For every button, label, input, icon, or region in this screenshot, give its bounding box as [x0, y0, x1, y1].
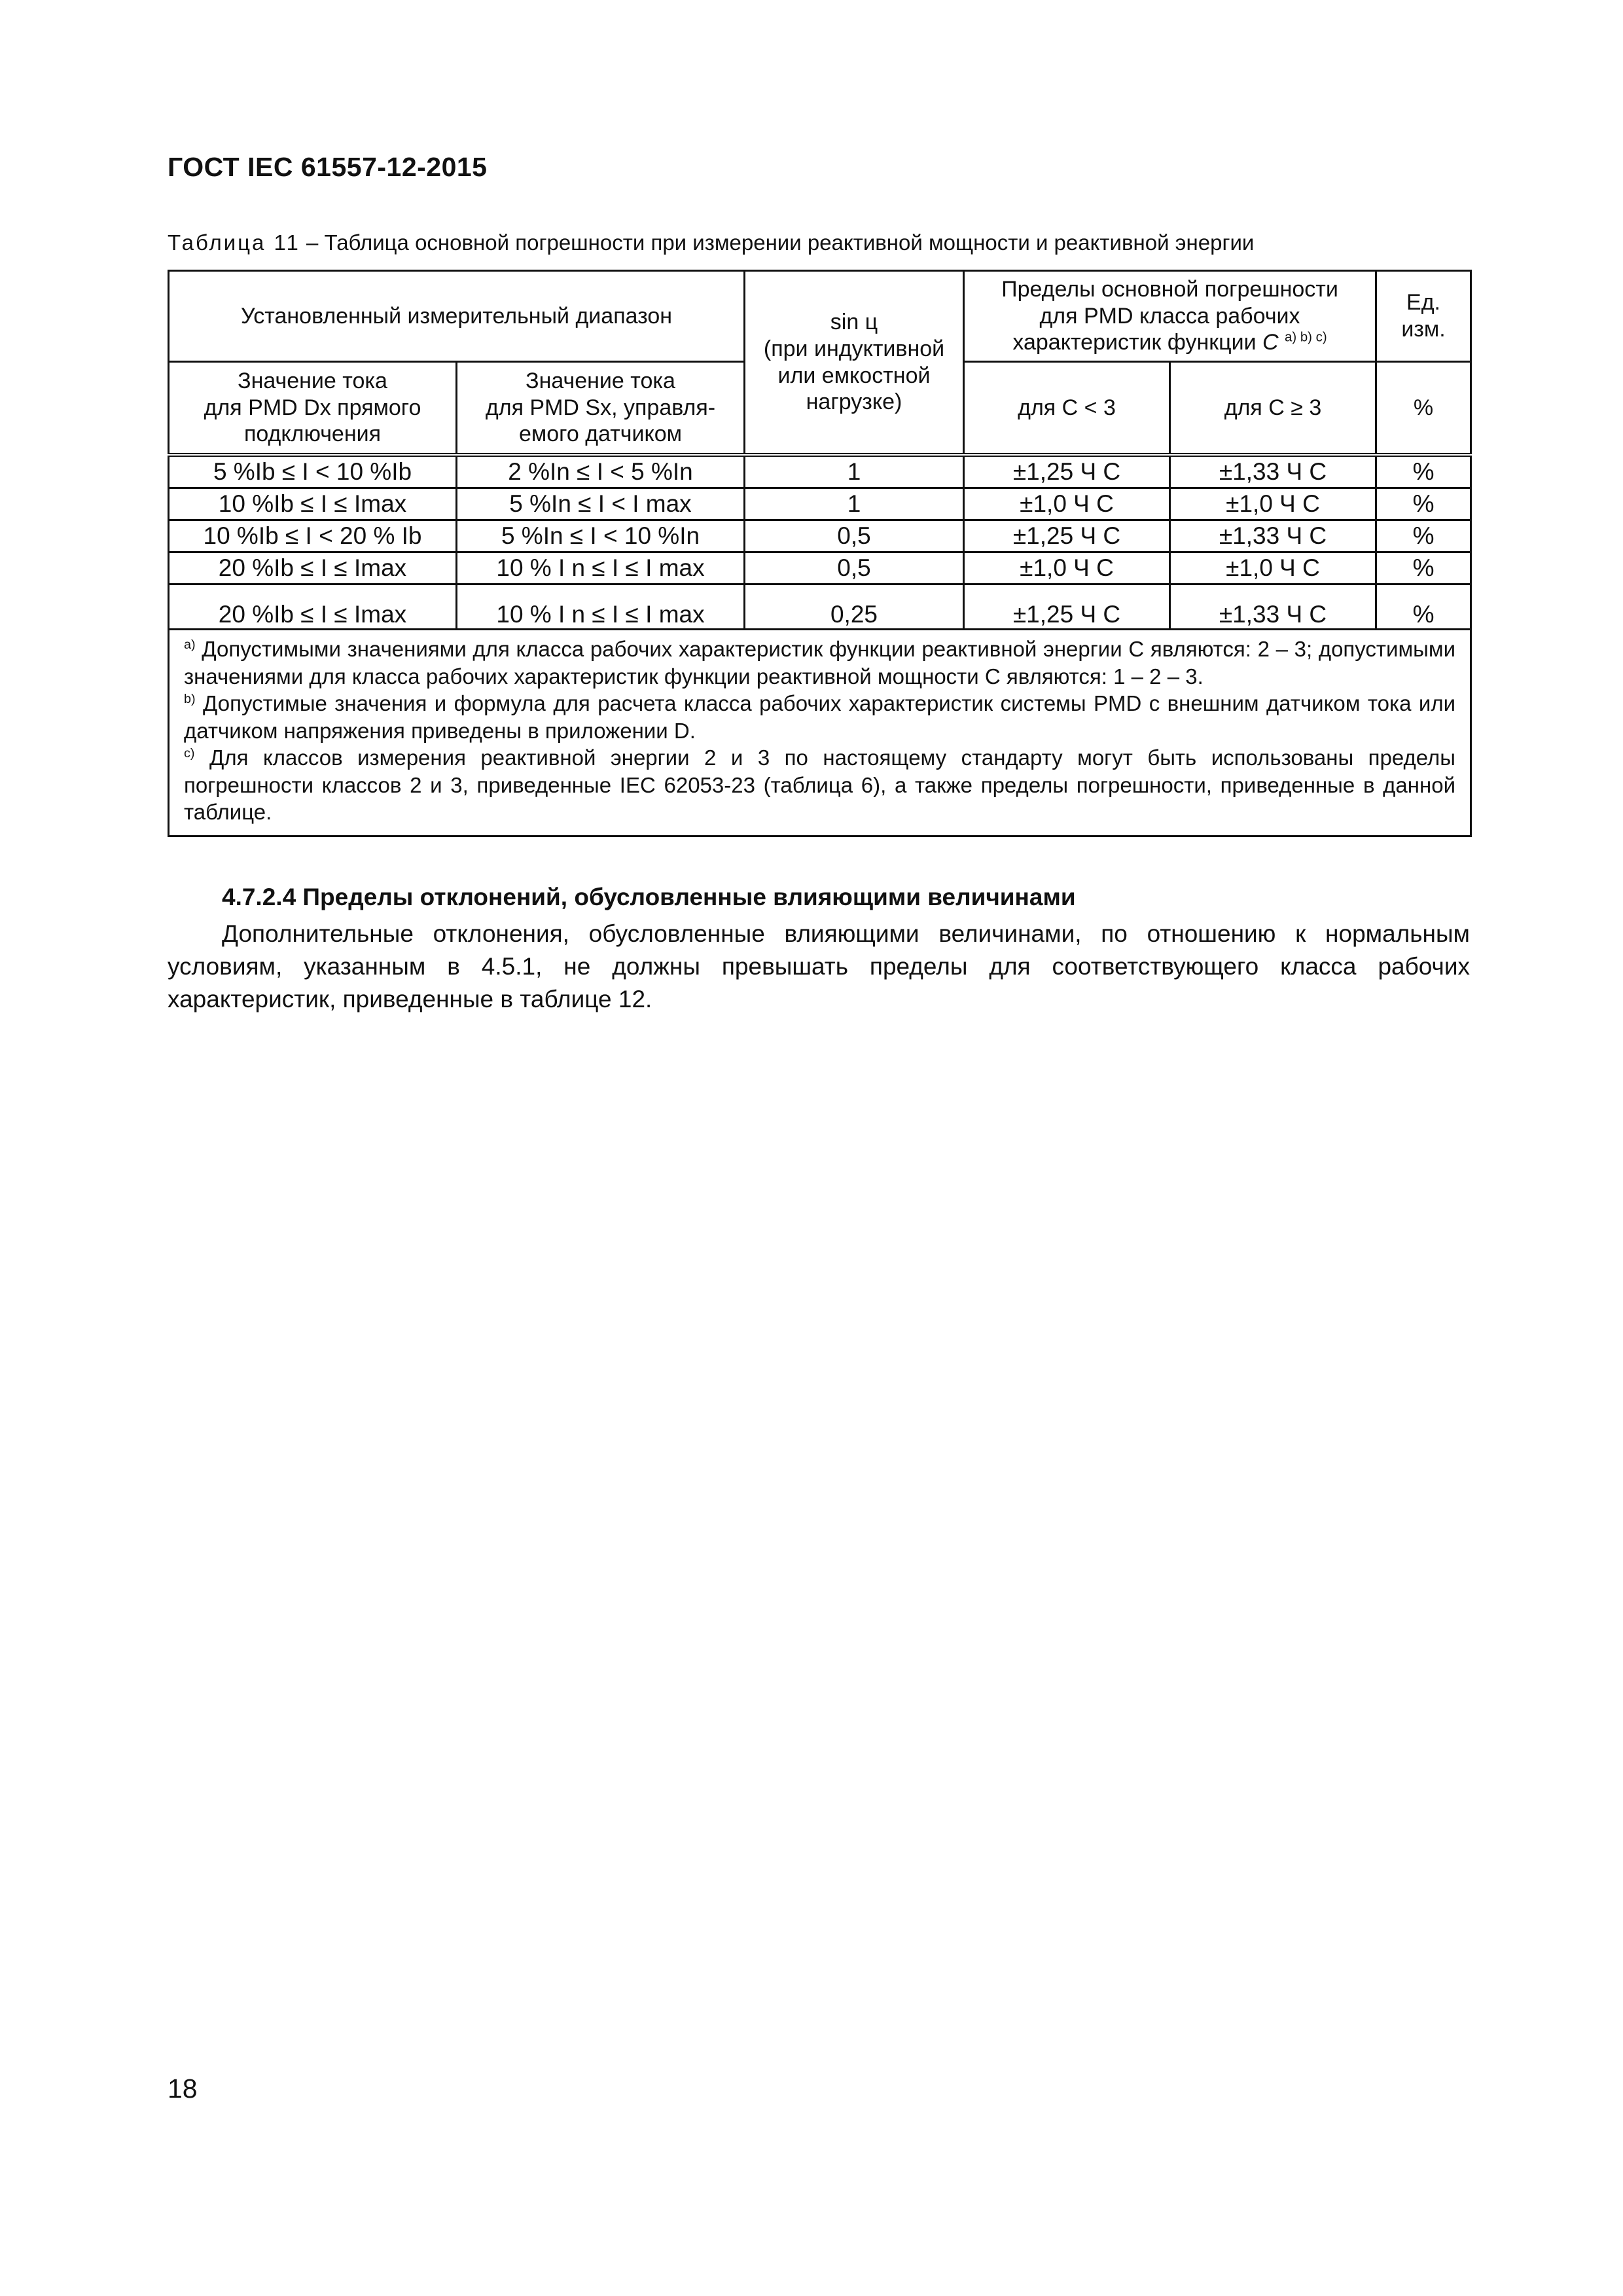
header-unit: [1376, 271, 1471, 362]
footnote-a-text: Допустимыми значениями для класса рабочих характеристик функции реактивной энергии C являются: 2 – 3; допустимыми значениями для класса рабочих характеристик функции реактивной мощности C являются: 1 – 2 – 3.: [184, 637, 1456, 689]
cell-dx-range: 10 %Ib ≤ I ≤ Imax: [169, 488, 457, 520]
table-row: [169, 455, 1471, 488]
header-sin-line-1: sin ц: [830, 309, 878, 334]
header-c-less-3: для C < 3: [964, 362, 1170, 456]
header-current-dx: [169, 362, 457, 456]
cell-sx-range: 2 %In ≤ I < 5 %In: [457, 455, 745, 488]
cell-unit: %: [1376, 488, 1471, 520]
cell-dx-range: 5 %Ib ≤ I < 10 %Ib: [169, 455, 457, 488]
header-limits-line-1: Пределы основной погрешности: [1001, 276, 1338, 302]
footnote-c: [184, 744, 1455, 826]
header-sin-line-3: или емкостной: [777, 363, 931, 388]
header-limits-line-3: характеристик функции: [1012, 330, 1257, 355]
cell-sx-range: 5 %In ≤ I < I max: [457, 488, 745, 520]
cell-sin-value: 1: [745, 455, 964, 488]
header-sin-line-2: (при индуктивной: [763, 336, 945, 361]
cell-limit-c-ge-3: ±1,33 Ч C: [1170, 520, 1376, 552]
cell-dx-range: 20 %Ib ≤ I ≤ Imax: [169, 552, 457, 584]
cell-sx-range: 5 %In ≤ I < 10 %In: [457, 520, 745, 552]
section-heading: 4.7.2.4 Пределы отклонений, обусловленные влияющими величинами: [222, 884, 1076, 910]
table-header-row-1: [169, 271, 1471, 362]
footnote-b: [184, 690, 1455, 744]
cell-limit-c-less-3: ±1,0 Ч C: [964, 488, 1170, 520]
table-row: [169, 488, 1471, 520]
header-unit-line-1: Ед.: [1406, 290, 1440, 315]
footnote-a-mark: а): [184, 637, 196, 652]
header-sx-line-3: емого датчиком: [518, 422, 683, 447]
cell-unit: %: [1376, 584, 1471, 630]
header-sin-phi: [745, 271, 964, 456]
footnote-a: [184, 636, 1455, 690]
header-current-sx: [457, 362, 745, 456]
cell-limit-c-ge-3: ±1,0 Ч C: [1170, 552, 1376, 584]
cell-unit: %: [1376, 520, 1471, 552]
header-limits-footnote-refs: а) b) c): [1285, 331, 1327, 346]
table-caption: [168, 230, 1254, 255]
header-dx-line-2: для PMD Dx прямого: [204, 395, 421, 420]
cell-sin-value: 0,5: [745, 520, 964, 552]
cell-sx-range: 10 % I n ≤ I ≤ I max: [457, 584, 745, 630]
header-error-limits: [964, 271, 1376, 362]
table-row: [169, 520, 1471, 552]
header-dx-line-3: подключения: [243, 422, 382, 447]
header-limits-line-2: для PMD класса рабочих: [1039, 303, 1300, 329]
cell-limit-c-less-3: ±1,25 Ч C: [964, 455, 1170, 488]
cell-sx-range: 10 % I n ≤ I ≤ I max: [457, 552, 745, 584]
page-number: 18: [168, 2073, 198, 2104]
header-unit-percent: %: [1376, 362, 1471, 456]
footnote-b-mark: b): [184, 692, 196, 707]
cell-dx-range: 10 %Ib ≤ I < 20 % Ib: [169, 520, 457, 552]
table-notes: [169, 630, 1471, 836]
footnote-b-text: Допустимые значения и формула для расчета класса рабочих характеристик системы PMD с внешним датчиком тока или датчиком напряжения приведены в приложении D.: [184, 691, 1456, 743]
table-notes-row: [169, 630, 1471, 836]
table-caption-label: Таблица 11: [168, 230, 300, 255]
table-caption-text: – Таблица основной погрешности при измерении реактивной мощности и реактивной энергии: [300, 230, 1255, 255]
cell-dx-range: 20 %Ib ≤ I ≤ Imax: [169, 584, 457, 630]
cell-sin-value: 1: [745, 488, 964, 520]
cell-limit-c-ge-3: ±1,33 Ч C: [1170, 455, 1376, 488]
cell-limit-c-less-3: ±1,25 Ч C: [964, 584, 1170, 630]
cell-unit: %: [1376, 552, 1471, 584]
document-code-header: ГОСТ IEC 61557-12-2015: [168, 152, 488, 182]
header-sx-line-1: Значение тока: [526, 368, 675, 393]
header-unit-line-2: изм.: [1401, 317, 1446, 342]
section-paragraph: Дополнительные отклонения, обусловленные влияющими величинами, по отношению к нормальным условиям, указанным в 4.5.1, не должны превышать пределы для соответствующего класса рабочих характеристик, приведенные в таблице 12.: [168, 920, 1470, 1013]
header-dx-line-1: Значение тока: [238, 368, 387, 393]
footnote-c-mark: c): [184, 746, 195, 761]
cell-limit-c-less-3: ±1,25 Ч C: [964, 520, 1170, 552]
cell-limit-c-ge-3: ±1,33 Ч C: [1170, 584, 1376, 630]
reactive-error-table: [168, 270, 1472, 837]
header-sx-line-2: для PMD Sx, управля-: [485, 395, 716, 420]
header-c-ge-3: для C ≥ 3: [1170, 362, 1376, 456]
cell-sin-value: 0,25: [745, 584, 964, 630]
cell-limit-c-ge-3: ±1,0 Ч C: [1170, 488, 1376, 520]
cell-limit-c-less-3: ±1,0 Ч C: [964, 552, 1170, 584]
header-limits-variable: C: [1262, 330, 1279, 355]
header-sin-line-4: нагрузке): [806, 389, 902, 415]
table-row: [169, 584, 1471, 630]
header-measuring-range: Установленный измерительный диапазон: [169, 271, 745, 362]
footnote-c-text: Для классов измерения реактивной энергии 2 и 3 по настоящему стандарту могут быть использованы пределы погрешности классов 2 и 3, приведенные IEC 62053-23 (таблица 6), а также пределы погрешности, приведенные в данной таблице.: [184, 745, 1456, 825]
cell-unit: %: [1376, 455, 1471, 488]
table-row: [169, 552, 1471, 584]
cell-sin-value: 0,5: [745, 552, 964, 584]
